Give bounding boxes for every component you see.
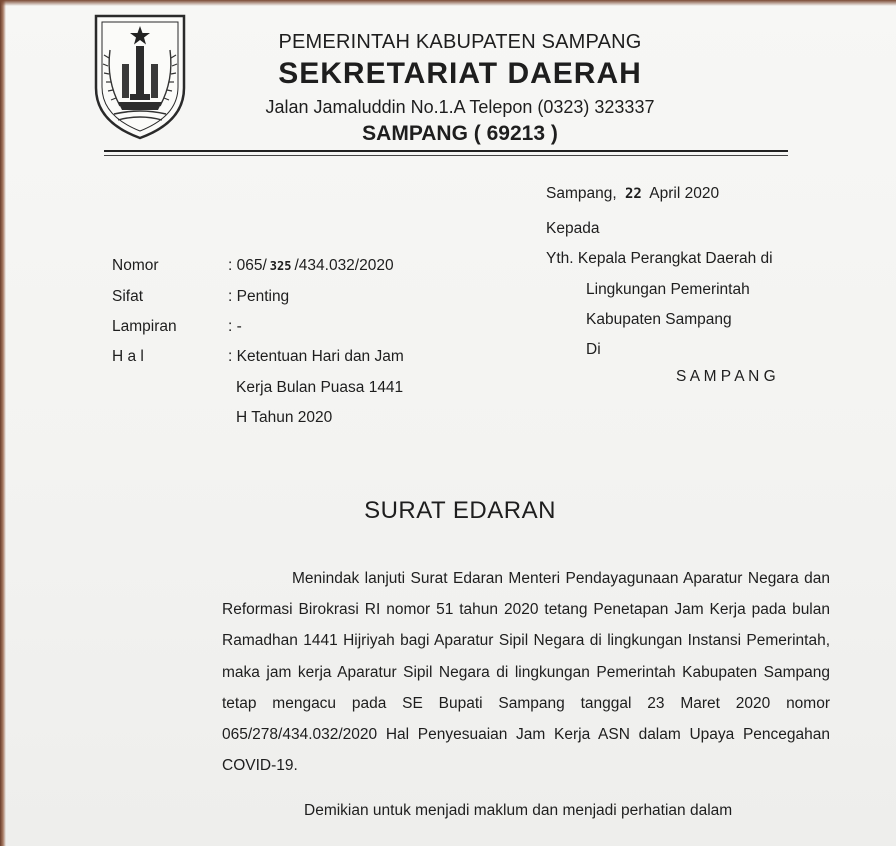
hal-line-1: : Ketentuan Hari dan Jam bbox=[228, 348, 404, 365]
letterhead-office-name: SEKRETARIAT DAERAH bbox=[278, 57, 642, 90]
letterhead-rule-thick bbox=[104, 150, 788, 152]
desk-edge-top bbox=[0, 0, 896, 6]
letterhead-address: Jalan Jamaluddin No.1.A Telepon (0323) 323337 bbox=[265, 97, 655, 117]
recipient-line-1: Yth. Kepala Perangkat Daerah di bbox=[546, 250, 773, 267]
nomor-prefix: : 065/ bbox=[228, 257, 267, 274]
letter-date bbox=[546, 185, 719, 203]
sampang-regency-emblem bbox=[90, 10, 190, 142]
lampiran-value: : - bbox=[228, 318, 242, 335]
nomor-handwritten: 325 bbox=[269, 259, 292, 273]
date-month-year: April 2020 bbox=[649, 185, 720, 202]
recipient-line-4: Di bbox=[586, 341, 601, 358]
recipient-city: S A M P A N G bbox=[676, 368, 776, 385]
hal-label: H a l bbox=[112, 348, 144, 365]
desk-edge-left bbox=[0, 0, 6, 846]
nomor-suffix: /434.032/2020 bbox=[294, 257, 394, 274]
body-paragraph-2: Demikian untuk menjadi maklum dan menjadi perhatian dalam bbox=[304, 802, 733, 819]
recipient-line-3: Kabupaten Sampang bbox=[586, 311, 732, 328]
letterhead-rule-thin bbox=[104, 155, 788, 156]
hal-line-3: H Tahun 2020 bbox=[236, 409, 333, 426]
recipient-line-2: Lingkungan Pemerintah bbox=[586, 281, 750, 298]
nomor-value bbox=[228, 257, 394, 275]
document-title: SURAT EDARAN bbox=[364, 497, 556, 524]
nomor-label: Nomor bbox=[112, 257, 159, 274]
sifat-value: : Penting bbox=[228, 288, 290, 305]
sifat-label: Sifat bbox=[112, 288, 144, 305]
recipient-kepada: Kepada bbox=[546, 220, 600, 237]
lampiran-label: Lampiran bbox=[112, 318, 177, 335]
hal-line-2: Kerja Bulan Puasa 1441 bbox=[236, 379, 404, 396]
letterhead-government-name: PEMERINTAH KABUPATEN SAMPANG bbox=[278, 31, 642, 53]
date-day-handwritten: 22 bbox=[624, 186, 642, 202]
body-paragraph-1: Menindak lanjuti Surat Edaran Menteri Pendayagunaan Aparatur Negara dan Reformasi Birokrasi RI nomor 51 tahun 2020 tetang Penetapan Jam Kerja pada bulan Ramadhan 1441 Hijriyah bagi Aparatur Sipil Negara di lingkungan Instansi Pemerintah, maka jam kerja Aparatur Sipil Negara di lingkungan Pemerintah Kabupaten Sampang tetap mengacu pada SE Bupati Sampang tanggal 23 Maret 2020 nomor 065/278/434.032/2020 Hal Penyesuaian Jam Kerja ASN dalam Upaya Pencegahan COVID-19. bbox=[222, 570, 830, 775]
date-prefix: Sampang, bbox=[546, 185, 617, 202]
letterhead-city-postcode: SAMPANG ( 69213 ) bbox=[362, 122, 558, 145]
